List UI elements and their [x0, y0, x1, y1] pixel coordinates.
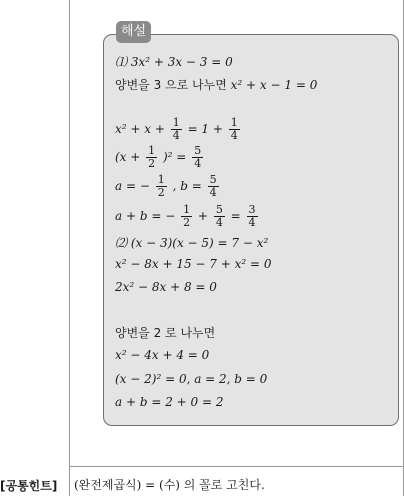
a-value-label: a = −: [115, 179, 150, 193]
eq-line-6: [115, 204, 260, 229]
common-hint-label: [공통힌트]: [0, 479, 58, 493]
eq-line-5: [115, 174, 221, 199]
plus-sign: +: [197, 209, 208, 223]
eq-line-9: 2x² − 8x + 8 = 0: [115, 280, 217, 294]
hint-separator: [69, 466, 404, 467]
fraction-1-4: $\frac{1}{4}$: [172, 116, 180, 142]
eq-line-12: (x − 2)² = 0, a = 2, b = 0: [115, 372, 268, 386]
fraction-a: $\frac{1}{2}$: [157, 173, 165, 199]
divide-result: x² + x − 1 = 0: [230, 78, 318, 92]
fraction-b: $\frac{5}{4}$: [209, 173, 217, 199]
eq-line-11: x² − 4x + 4 = 0: [115, 348, 210, 362]
square-close: )² =: [162, 150, 187, 164]
complete-square-lhs: x² + x +: [115, 122, 165, 136]
solution-tag: 해설: [116, 21, 151, 43]
b-value-label: , b =: [172, 179, 202, 193]
eq-line-3: [115, 117, 242, 142]
eq-line-8: x² − 8x + 15 − 7 + x² = 0: [115, 257, 272, 271]
eq-line-7: ⑵ (x − 3)(x − 5) = 7 − x²: [115, 236, 269, 250]
fraction-1-2: $\frac{1}{2}$: [148, 144, 156, 170]
fraction-sum-2: $\frac{5}{4}$: [215, 203, 223, 229]
eq-line-10: 양변을 2 로 나누면: [115, 326, 216, 340]
fraction-sum-result: $\frac{3}{4}$: [248, 203, 256, 229]
eq-line-2: [115, 76, 317, 93]
sum-label: a + b = −: [115, 209, 176, 223]
fraction-1-4-b: $\frac{1}{4}$: [230, 116, 238, 142]
complete-square-rhs: = 1 +: [187, 122, 223, 136]
divide-text: 양변을 3 으로 나누면: [115, 78, 227, 92]
common-hint-text: (완전제곱식) = (수) 의 꼴로 고친다.: [74, 478, 265, 492]
eq-line-4: [115, 145, 205, 170]
eq-line-13: a + b = 2 + 0 = 2: [115, 395, 224, 409]
eq-line-1: ⑴ 3x² + 3x − 3 = 0: [115, 55, 233, 69]
left-border: [69, 0, 70, 496]
square-open: (x +: [115, 150, 141, 164]
equals-sign: =: [230, 209, 241, 223]
fraction-5-4: $\frac{5}{4}$: [194, 144, 202, 170]
fraction-sum-1: $\frac{1}{2}$: [183, 203, 191, 229]
